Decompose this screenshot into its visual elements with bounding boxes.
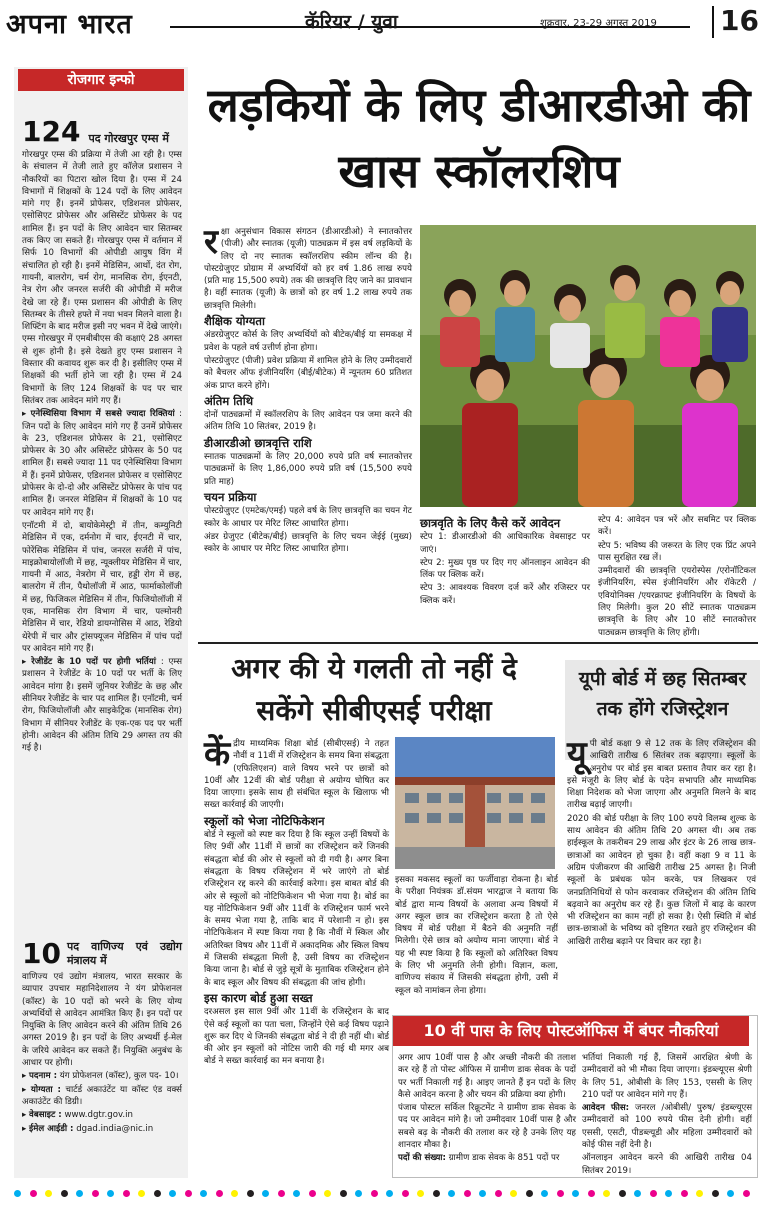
cbse-headline: अगर की ये गलती तो नहीं दे सकेंगे सीबीएसई परीक्षा bbox=[231, 652, 517, 727]
drdo-headline: लड़कियों के लिए डीआरडीओ की खास स्कॉलरशिप bbox=[207, 78, 751, 198]
cbse-notice-title: स्कूलों को भेजा नोटिफिकेशन bbox=[204, 813, 325, 828]
post-col1 bbox=[398, 1052, 576, 1166]
cbse-col1 bbox=[204, 734, 389, 1069]
commerce-para: वाणिज्य एवं उद्योग मंत्रालय, भारत सरकार के व्यापार उपचार महानिदेशालय ने यंग प्रोफेशनल (कॉस्ट) के 10 पदों को भरने के लिए योग्य अभ्यर्थियों से आवेदन आमंत्रित किए हैं। इन पदों पर नियुक्ति के लिए आवेदन करने की अंतिम तिथि 26 अगस्त 2019 है। इन पदों के लिए अभ्यर्थी ई-मेल के जरिये आवेदन कर सकते हैं। नियुक्ति अनुबंध के आधार पर होगी। bbox=[22, 972, 182, 1069]
print-registration-marks bbox=[0, 1190, 768, 1206]
registration-dot bbox=[712, 1190, 719, 1197]
drdo-eligibility1: अंडरग्रेजुएट कोर्स के लिए अभ्यर्थियों को बीटेक/बीई या समकक्ष में प्रवेश के पहले वर्ष उत्तीर्ण होना होगा। bbox=[204, 330, 412, 353]
commerce-items bbox=[22, 1070, 182, 1134]
aiims-bullet2: ▸ रेजीडेंट के 10 पदों पर होगी भर्तियां : एम्स प्रशासन ने रेजीडेंट के 10 पदों पर भर्ती के लिए आवेदन मांगा है। इसमें जूनियर रेजीडेंट के छह और सीनियर रेजीडेंट के चार पद शामिल हैं। एनॉटमी, चर्म रोग, फिजियोलॉजी और साइकेट्रिक (मानसिक रोग) विभाग में सीनियर रेजीडेंट के एक-एक पद पर भर्ती होनी। आवेदन की अंतिम तिथि 29 अगस्त तय की गई है। bbox=[22, 657, 183, 754]
up-drop-cap: यू bbox=[567, 734, 587, 774]
registration-dot bbox=[216, 1190, 223, 1197]
post-vacancies-label: पदों की संख्या: bbox=[398, 1153, 446, 1164]
post-col2-text: भर्तियां निकाली गई हैं, जिसमें आरक्षित श्रेणी के उम्मीदवारों को भी मौका दिया जाएगा। इंडब्ल्यूएस श्रेणी के लिए 51, ओबीसी के लिए 153, एससी के लिए 210 पदों पर आवेदन मांगे गए हैं। bbox=[582, 1053, 752, 1100]
commerce-item-label: वेबसाइट : bbox=[29, 1110, 62, 1121]
students-photo bbox=[420, 225, 756, 507]
registration-dot bbox=[278, 1190, 285, 1197]
registration-dot bbox=[402, 1190, 409, 1197]
registration-dot bbox=[200, 1190, 207, 1197]
cbse-col2-text: इसका मकसद स्कूलों का फर्जीवाड़ा रोकना है। बोर्ड के परीक्षा नियंत्रक डॉ.संयम भारद्वाज ने बताया कि बोर्ड द्वारा मान्य विषयों के अलावा अन्य विषयों में अगर स्कूल छात्र का रजिस्ट्रेशन करता है तो ऐसे विषय में बोर्ड परीक्षा में बैठने की अनुमति नहीं मिलेगी। ऐसे छात्र को अयोग्य माना जाएगा। बोर्ड ने यह भी स्पष्ट किया है कि स्कूलों को अतिरिक्त विषय के लिए भी अनुमति लेनी होगी। विज्ञान, कला, वाणिज्य संकाय में जिसकी संबद्धता होगी, उसी में स्कूल को नामांकन लेना होगा। bbox=[395, 875, 558, 996]
registration-dot bbox=[665, 1190, 672, 1197]
post-fee-text: जनरल /ओबीसी/ पुरुष/ इंडब्ल्यूएस उम्मीदवारों को 100 रुपये फीस देनी होगी। वहीं एससी, एसटी, पीडब्ल्यूडी और महिला उम्मीदवारों को कोई फीस नहीं देनी है। bbox=[582, 1103, 753, 1151]
drdo-scholarship: स्नातक पाठ्यक्रमों के लिए 20,000 रुपये प्रति वर्ष स्नातकोत्तर पाठ्यक्रमों के लिए 1,86,000 रुपये प्रति वर्ष (15,500 रुपये प्रति माह) bbox=[204, 452, 412, 487]
drdo-col2 bbox=[420, 514, 590, 608]
post-col1-text: अगर आप 10वीं पास है और अच्छी नौकरी की तलाश कर रहे हैं तो पोस्ट ऑफिस में ग्रामीण डाक सेवक के पदों पर भर्ती निकाली गई है। आइए जानते हैं इन पदों के लिए कैसे आवेदन करना है और चयन की प्रक्रिया क्या होगी। bbox=[398, 1053, 576, 1100]
drdo-step5: स्टेप 5: भविष्य की जरूरत के लिए एक प्रिंट अपने पास सुरक्षित रख लें। bbox=[598, 540, 756, 563]
aiims-bullet1-text: जिन पदों के लिए आवेदन मांगे गए हैं उनमें प्रोफेसर के 23, एडिशनल प्रोफेसर के 21, एसोसिएट प्रोफेसर के 30 और असिस्टेंट प्रोफेसर के 50 पद शामिल हैं। सबसे ज्यादा 11 पद एनेस्थिसिया विभाग में हैं। इनमें प्रोफेसर, एडिशनल प्रोफेसर व एसोसिएट प्रोफेसर के दो-दो और असिस्टेंट प्रोफेसर के पांच पद शामिल हैं। जनरल मेडिसिन में शिक्षकों के 10 पद पर आवेदन मांगे गए हैं। bbox=[22, 421, 182, 518]
registration-dot bbox=[138, 1190, 145, 1197]
commerce-item-value: यंग प्रोफेशनल (कॉस्ट), कुल पद- 10। bbox=[59, 1071, 179, 1082]
masthead bbox=[0, 0, 768, 46]
drdo-apply-title: छात्रवृति के लिए कैसे करें आवेदन bbox=[420, 516, 561, 530]
up-board-para1 bbox=[567, 734, 756, 812]
up-board-body bbox=[567, 734, 756, 949]
newspaper-logo: अपना भारत bbox=[6, 9, 133, 40]
registration-dot bbox=[386, 1190, 393, 1197]
post-fee-label: आवेदन फीस: bbox=[582, 1103, 630, 1114]
registration-dot bbox=[495, 1190, 502, 1197]
registration-dot bbox=[14, 1190, 21, 1197]
drdo-col3 bbox=[598, 514, 756, 640]
commerce-title: पद वाणिज्य एवं उद्योग मंत्रालय में bbox=[66, 940, 182, 967]
post-vacancies-value: ग्रामीण डाक सेवक के 851 पदों पर bbox=[448, 1153, 560, 1164]
registration-dot bbox=[417, 1190, 424, 1197]
registration-dot bbox=[92, 1190, 99, 1197]
registration-dot bbox=[340, 1190, 347, 1197]
post-col1b-text: पंजाब पोस्टल सर्किल रिक्रूटमेंट ने ग्रामीण डाक सेवक के पद पर आवेदन मांगे है। जो उम्मीदवार 10वीं पास है और सबसे बढ़ के नौकरी की तलाश कर रहे है उनके लिए यह शानदार मौका है। bbox=[398, 1103, 576, 1151]
registration-dot bbox=[572, 1190, 579, 1197]
post-office-headline: 10 वीं पास के लिए पोस्टऑफिस में बंपर नौकरियां bbox=[393, 1016, 749, 1046]
drdo-scholarship-title: डीआरडीओ छात्रवृत्ति राशि bbox=[204, 435, 312, 450]
commerce-item-value: www.dgtr.gov.in bbox=[64, 1110, 133, 1121]
registration-dot bbox=[262, 1190, 269, 1197]
registration-dot bbox=[510, 1190, 517, 1197]
registration-dot bbox=[634, 1190, 641, 1197]
cbse-notice: बोर्ड ने स्कूलों को स्पष्ट कर दिया है कि स्कूल उन्हीं विषयों के लिए 9वीं और 11वीं में छात्रों का रजिस्ट्रेशन करें जिनकी संबद्धता बोर्ड की ओर से स्कूलों को दी गयी है। अगर बिना संबद्धता के विषय रजिस्ट्रेशन में भरे जाएंगे तो बोर्ड रजिस्ट्रेशन रद्द करने की कार्रवाई करेगा। इस बाबत बोर्ड की ओर से स्कूलों को नोटिफिकेशन भी भेजा गया है। बोर्ड का यह नोटिफिकेशन 9वीं और 11वीं के रजिस्ट्रेशन फार्म भरने के समय भेजा गया है, ताकि बाद में परेशानी न हो। इस नोटिफिकेशन में स्पष्ट किया गया है कि नौवीं में स्किल और अतिरिक्त विषय और 11वीं में अकादमिक और स्किल विषय में जिसकी संबद्धता मिली है, उसी विषय का रजिस्ट्रेशन किया जाना है। बोर्ड से जुड़े सूत्रों के मुताबिक रजिस्ट्रेशन होने के बाद स्कूल और विषय की संबद्धता की जांच होगी। bbox=[204, 830, 389, 988]
sidebar-block-aiims bbox=[22, 115, 183, 756]
drdo-deadline-title: अंतिम तिथि bbox=[204, 393, 254, 408]
registration-dot bbox=[681, 1190, 688, 1197]
cbse-col2 bbox=[395, 874, 558, 998]
cbse-drop-cap: कें bbox=[204, 734, 231, 774]
drdo-intro-text: क्षा अनुसंधान विकास संगठन (डीआरडीओ) ने स्नातकोत्तर (पीजी) और स्नातक (यूजी) पाठ्यक्रम में इस वर्ष लड़कियों के लिए दो नए स्नातक स्कॉलरशिप स्कीम लॉन्च की है। पोस्टग्रेजुएट प्रोग्राम में अभ्यर्थियों को हर वर्ष 1.86 लाख रुपये (प्रति माह 15,500 रुपये) तक की छात्रवृत्ति दिए जाने का प्रावधान है। वहीं स्नातक (यूजी) के छात्रों को हर वर्ष 1.2 लाख रुपये तक छात्रवृत्ति मिलेगी। bbox=[204, 227, 412, 311]
registration-dot bbox=[355, 1190, 362, 1197]
registration-dot bbox=[123, 1190, 130, 1197]
commerce-item: ▸ योग्यता : चार्टर्ड अकाउंटेंट या कॉस्ट एंड वर्क्स अकाउंटेंट की डिग्री। bbox=[22, 1084, 182, 1107]
commerce-item-value: चार्टर्ड अकाउंटेंट या कॉस्ट एंड वर्क्स अकाउंटेंट की डिग्री। bbox=[22, 1084, 182, 1107]
registration-dot bbox=[45, 1190, 52, 1197]
registration-dot bbox=[185, 1190, 192, 1197]
commerce-item-label: योग्यता : bbox=[30, 1084, 61, 1095]
registration-dot bbox=[107, 1190, 114, 1197]
aiims-bullet2-head: रेजीडेंट के 10 पदों पर होगी भर्तियां bbox=[31, 657, 156, 668]
cbse-strict: दरअसल इस साल 9वीं और 11वीं के रजिस्ट्रेशन के बाद ऐसे कई स्कूलों का पता चला, जिन्होंने ऐसे कई विषय पढ़ाने शुरू कर दिए थे जिनकी संबद्धता बोर्ड ने दी ही नहीं थी। बोर्ड की ओर इन स्कूलों को नोटिस जारी की गई थी मगर अब बोर्ड ने सख्त कार्रवाई का मन बनाया है। bbox=[204, 1007, 389, 1067]
registration-dot bbox=[619, 1190, 626, 1197]
registration-dot bbox=[30, 1190, 37, 1197]
registration-dot bbox=[324, 1190, 331, 1197]
sidebar-header: रोजगार इन्फो bbox=[18, 69, 184, 91]
registration-dot bbox=[727, 1190, 734, 1197]
drdo-eligibility2: पोस्टग्रेजुएट (पीजी) प्रवेश प्रक्रिया में शामिल होने के लिए उम्मीदवारों को बैचलर ऑफ इंजीनियरिंग (बीई/बीटेक) में न्यूनतम 60 प्रतिशत अंक प्राप्त करने होंगे। bbox=[204, 355, 412, 391]
registration-dot bbox=[247, 1190, 254, 1197]
registration-dot bbox=[603, 1190, 610, 1197]
registration-dot bbox=[433, 1190, 440, 1197]
aiims-title: पद गोरखपुर एम्स में bbox=[88, 132, 169, 145]
drdo-step3: स्टेप 3: आवश्यक विवरण दर्ज करें और रजिस्टर पर क्लिक करें। bbox=[420, 583, 590, 606]
registration-dot bbox=[743, 1190, 750, 1197]
up-board-para2: 2020 की बोर्ड परीक्षा के लिए 100 रुपये विलम्ब शुल्क के साथ आवेदन की अंतिम तिथि 20 अगस्त थी। अब तक हाईस्कूल के तकरीबन 29 लाख और इंटर के 26 लाख छात्र-छात्राओं का आवेदन हो चुका है। वहीं कक्षा 9 व 11 के अग्रिम पंजीकरण की आखिरी तारीख 25 अगस्त है। निजी स्कूलों के प्रबंधक फोन करके, पत्र लिखकर एवं जनप्रतिनिधियों से फोन करवाकर रजिस्ट्रेशन की अंतिम तिथि बढ़वाने का अनुरोध कर रहे हैं। कुछ जिलों में बाढ़ के कारण भी रजिस्ट्रेशन का काम नहीं हो सका है। ऐसी स्थिति में बोर्ड छात्र-छात्राओं के भविष्य को दृष्टिगत रखते हुए रजिस्ट्रेशन की आखिरी तारीख बढ़ाने पर विचार कर रहा है। bbox=[567, 813, 756, 947]
dateline: शुक्रवार, 23-29 अगस्त 2019 bbox=[540, 18, 657, 29]
aiims-bullet2-text: एम्स प्रशासन ने रेजीडेंट के 10 पदों पर भर्ती के लिए आवेदन मांगा है। इसमें जूनियर रेजीडेंट के छह और सीनियर रेजीडेंट के चार पद शामिल हैं। एनॉटमी, चर्म रोग, फिजियोलॉजी और साइकेट्रिक (मानसिक रोग) विभाग में सीनियर रेजीडेंट के एक-एक पद पर भर्ती होनी। आवेदन की अंतिम तिथि 29 अगस्त तय की गई है। bbox=[22, 657, 183, 754]
post-col2 bbox=[582, 1052, 752, 1178]
registration-dot bbox=[448, 1190, 455, 1197]
commerce-item: ▸ पदनाम : यंग प्रोफेशनल (कॉस्ट), कुल पद- 10। bbox=[22, 1071, 179, 1082]
post-deadline: ऑनलाइन आवेदन करने की आखिरी तारीख 04 सितंबर 2019। bbox=[582, 1153, 752, 1176]
registration-dot bbox=[309, 1190, 316, 1197]
post-fee bbox=[582, 1102, 752, 1151]
section-divider bbox=[198, 642, 758, 644]
up-board-para1-text: पी बोर्ड कक्षा 9 से 12 तक के लिए रजिस्ट्रेशन की आखिरी तारीख 6 सितंबर तक बढ़ाएगा। स्कूलों के अनुरोध पर बोर्ड इस बाबत प्रस्ताव तैयार कर रहा है। इसे मंजूरी के लिए बोर्ड के पदेन सभापति और माध्यमिक शिक्षा निदेशक को भेजा जाएगा और अनुमति मिलने के बाद तारीख बढ़ाई जाएगी। bbox=[567, 739, 756, 811]
drdo-selection: पोस्टग्रेजुएट (एमटेक/एमई) पहले वर्ष के लिए छात्रवृत्ति का चयन गेट स्कोर के आधार पर मेरिट लिस्ट आधारित होगा। bbox=[204, 506, 412, 529]
drdo-deadline: दोनों पाठ्यक्रमों में स्कॉलरशिप के लिए आवेदन पत्र जमा करने की अंतिम तिथि 10 सितंबर, 2019 है। bbox=[204, 410, 412, 433]
drdo-selection2: अंडर ग्रेजुएट (बीटेक/बीई) छात्रवृत्ति के लिए चयन जेईई (मुख्य) स्कोर के आधार पर मेरिट लिस्ट आधारित होगा। bbox=[204, 531, 412, 555]
page-number: 16 bbox=[720, 4, 759, 37]
section-title: कॅरियर / युवा bbox=[305, 11, 398, 33]
registration-dot bbox=[541, 1190, 548, 1197]
aiims-bullet1-head: एनेस्थिसिया विभाग में सबसे ज्यादा रिक्तियां bbox=[30, 409, 175, 420]
registration-dot bbox=[371, 1190, 378, 1197]
drdo-selection-title: चयन प्रक्रिया bbox=[204, 489, 257, 504]
drdo-intro bbox=[204, 222, 412, 312]
aiims-count: 124 bbox=[22, 115, 81, 148]
registration-dot bbox=[154, 1190, 161, 1197]
registration-dot bbox=[231, 1190, 238, 1197]
cbse-intro-text: द्रीय माध्यमिक शिक्षा बोर्ड (सीबीएसई) ने तहत नौवीं व 11वीं में रजिस्ट्रेशन के समय बिना संबद्धता (एफिलिएशन) वाले विषय भरने पर छात्रों को 10वीं और 12वीं की बोर्ड परीक्षा से अयोग्य घोषित कर दिया जाएगा। इसके साथ ही संबंधित स्कूल के खिलाफ भी सख्त कार्रवाई की जाएगी। bbox=[204, 739, 389, 811]
cbse-intro bbox=[204, 734, 389, 812]
commerce-item: ▸ वेबसाइट : www.dgtr.gov.in bbox=[22, 1110, 133, 1121]
building-photo bbox=[395, 737, 555, 869]
page-divider bbox=[712, 6, 714, 38]
registration-dot bbox=[479, 1190, 486, 1197]
commerce-item-label: ईमेल आईडी : bbox=[29, 1123, 74, 1134]
registration-dot bbox=[696, 1190, 703, 1197]
aiims-bullet1: ▸ एनेस्थिसिया विभाग में सबसे ज्यादा रिक्तियां : जिन पदों के लिए आवेदन मांगे गए हैं उनमें प्रोफेसर के 23, एडिशनल प्रोफेसर के 21, एसोसिएट प्रोफेसर के 30 और असिस्टेंट प्रोफेसर के 50 पद शामिल हैं। सबसे ज्यादा 11 पद एनेस्थिसिया विभाग में हैं। इनमें प्रोफेसर, एडिशनल प्रोफेसर व एसोसिएट प्रोफेसर के दो-दो और असिस्टेंट प्रोफेसर के पांच पद शामिल हैं। जनरल मेडिसिन में शिक्षकों के 10 पद पर आवेदन मांगे गए हैं। bbox=[22, 409, 182, 518]
registration-dot bbox=[76, 1190, 83, 1197]
registration-dot bbox=[464, 1190, 471, 1197]
drdo-drop-cap: र bbox=[204, 222, 218, 262]
drdo-step1: स्टेप 1: डीआरडीओ की आधिकारिक वेबसाइट पर जाएं। bbox=[420, 532, 590, 555]
commerce-count: 10 bbox=[22, 937, 61, 970]
registration-dot bbox=[588, 1190, 595, 1197]
cbse-strict-title: इस कारण बोर्ड हुआ सख्त bbox=[204, 990, 313, 1005]
sidebar-block-commerce bbox=[22, 937, 182, 1136]
drdo-step2: स्टेप 2: मुख्य पृष्ठ पर दिए गए ऑनलाइन आवेदन की लिंक पर क्लिक करें। bbox=[420, 557, 590, 581]
post-vacancies bbox=[398, 1152, 576, 1164]
aiims-para2: एनॉटमी में दो, बायोकेमेस्ट्री में तीन, कम्युनिटी मेडिसिन में एक, दर्मनोग में चार, ईएनटी में चार, फोरेंसिक मेडिसिन में पांच, जनरल सर्जरी में पांच, माइक्रोबायोलॉजी में छह, न्यूक्लीयर मेडिसिन में चार, गायनी में आठ, नेत्ररोग में चार, हड्डी रोग में छह, बालरोग में तीन, पैथोलॉजी में आठ, फार्माकोलॉजी में छह, फिजिकल मेडिसिन में तीन, फिजियोलॉजी में एक, मानसिक रोग विभाग में चार, पल्मोनरी मेडिसिन में चार, रेडियो डायग्नोसिस में आठ, रेडियो थेरेपी में चार और ट्रांसफ्यूजन मेडिसिन में पांच पदों पर आवेदन मांगे गए हैं। bbox=[22, 520, 182, 654]
commerce-item-label: पदनाम : bbox=[29, 1071, 58, 1082]
up-board-headline: यूपी बोर्ड में छह सितम्बर तक होंगे रजिस्ट्रेशन bbox=[578, 668, 747, 720]
registration-dot bbox=[61, 1190, 68, 1197]
drdo-eligibility-title: शैक्षिक योग्यता bbox=[204, 314, 265, 329]
drdo-col1 bbox=[204, 222, 412, 556]
registration-dot bbox=[293, 1190, 300, 1197]
commerce-item-value: dgad.india@nic.in bbox=[76, 1123, 154, 1134]
registration-dot bbox=[169, 1190, 176, 1197]
registration-dot bbox=[557, 1190, 564, 1197]
registration-dot bbox=[650, 1190, 657, 1197]
aiims-para1: गोरखपुर एम्स की प्रक्रिया में तेजी आ रही है। एम्स के संचालन में तेजी लाते हुए कॉलेज प्रशासन ने नौकरियों का पिटारा खोल दिया है। एम्स में 24 विभागों में शिक्षकों के 124 पदों के लिए आवेदन मांगे गए हैं। इनमें प्रोफेसर, एडिशनल प्रोफेसर, एसोसिएट प्रोफेसर और असिस्टेंट प्रोफेसर के पद शामिल हैं। इन पदों के लिए आवेदन चार सितम्बर तक किए जा सकते हैं। गोरखपुर एम्स में वर्तमान में सिर्फ 10 विभागों की ओपीडी आयुष विंग में संचालित हो रही है। इनमें मेडिसिन, आर्थो, दंत रोग, गायनी, बालरोग, चर्म रोग, मानसिक रोग, ईएनटी, नेत्र रोग और जनरल सर्जरी की ओपीडी में मरीज देखे जा रहे हैं। एम्स प्रशासन की ओपीडी के लिए सितम्बर के तीसरे हफ्ते में नया भवन मिलने वाला है। शिफ्टिंग के बाद मरीज इसी नए भवन में देखे जाएंगे। एम्स गोरखपुर में एमबीबीएस की कक्षाएं 28 अगस्त से शुरू होनी है। इसे देखते हुए एम्स प्रशासन ने विस्तार की कवायद शुरू कर दी है। इसीलिए एम्स में शिक्षकों की भर्ती होने जा रही है। एम्स में 24 विभागों के लिए 124 शिक्षकों के पद पर चार सितंबर तक आवेदन मांगे गए हैं। bbox=[22, 150, 182, 406]
registration-dot bbox=[526, 1190, 533, 1197]
drdo-step4: स्टेप 4: आवेदन पत्र भरें और सबमिट पर क्लिक करें। bbox=[598, 515, 756, 538]
drdo-note: उम्मीदवारों की छात्रवृत्ति एयरोस्पेस /एरोनॉटिकल इंजीनियरिंग, स्पेस इंजीनियरिंग और रॉकेटरी / एवियोनिक्स /एयरक्राफ्ट इंजीनियरिंग के विषयों के लिए मिलेगी। कुल 20 सीटें स्नातक पाठ्यक्रम छात्रवृत्ति के लिए और 10 सीटें स्नातकोत्तर पाठ्यक्रम छात्रवृत्ति के लिए होंगी। bbox=[598, 566, 756, 638]
commerce-item: ▸ ईमेल आईडी : dgad.india@nic.in bbox=[22, 1123, 154, 1134]
